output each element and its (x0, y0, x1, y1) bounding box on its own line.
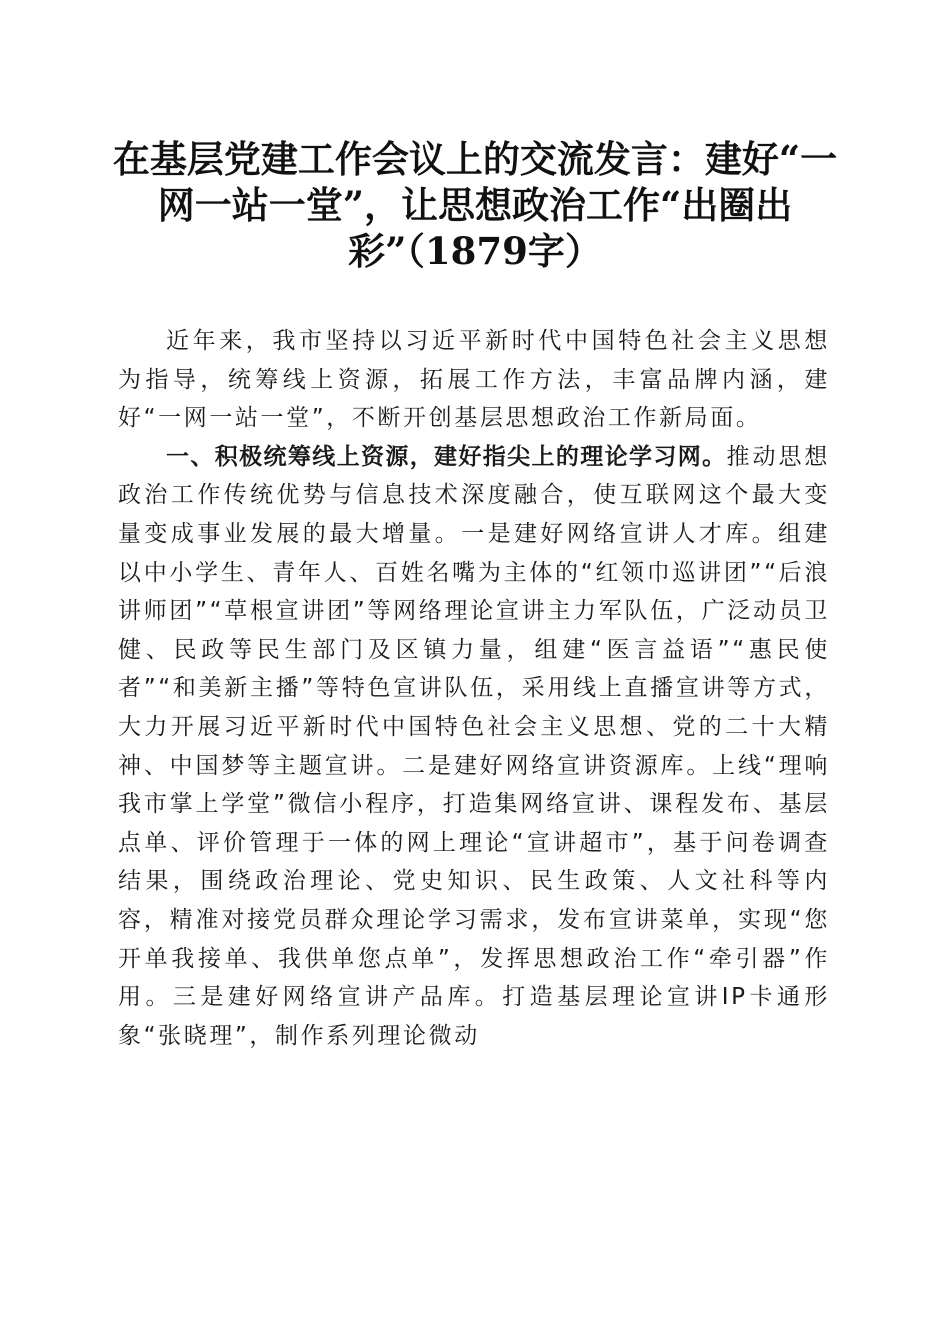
paragraph-intro-text: 近年来，我市坚持以习近平新时代中国特色社会主义思想为指导，统筹线上资源，拓展工作方法，丰富品牌内涵，建好“一网一站一堂”，不断开创基层思想政治工作新局面。 (118, 328, 830, 432)
title-line-2: 网一站一堂”，让思想政治工作“出圈出 (157, 183, 793, 227)
title-line-3: 彩”（1879字） (348, 229, 602, 273)
document-title (100, 136, 850, 274)
title-line-1: 在基层党建工作会议上的交流发言：建好“一 (112, 137, 838, 181)
paragraph-section-1 (118, 438, 830, 1056)
document-body (118, 322, 830, 1055)
section-1-heading: 一、积极统筹线上资源，建好指尖上的理论学习网。 (166, 443, 727, 470)
paragraph-intro (118, 322, 830, 438)
section-1-text: 推动思想政治工作传统优势与信息技术深度融合，使互联网这个最大变量变成事业发展的最大增量。一是建好网络宣讲人才库。组建以中小学生、青年人、百姓名嘴为主体的“红领巾巡讲团”“后浪讲师团”“草根宣讲团”等网络理论宣讲主力军队伍，广泛动员卫健、民政等民生部门及区镇力量，组建“医言益语”“惠民使者”“和美新主播”等特色宣讲队伍，采用线上直播宣讲等方式，大力开展习近平新时代中国特色社会主义思想、党的二十大精神、中国梦等主题宣讲。二是建好网络宣讲资源库。上线“理响我市掌上学堂”微信小程序，打造集网络宣讲、课程发布、基层点单、评价管理于一体的网上理论“宣讲超市”，基于问卷调查结果，围绕政治理论、党史知识、民生政策、人文社科等内容，精准对接党员群众理论学习需求，发布宣讲菜单，实现“您开单我接单、我供单您点单”，发挥思想政治工作“牵引器”作用。三是建好网络宣讲产品库。打造基层理论宣讲IP卡通形象“张晓理”，制作系列理论微动 (118, 443, 831, 1049)
